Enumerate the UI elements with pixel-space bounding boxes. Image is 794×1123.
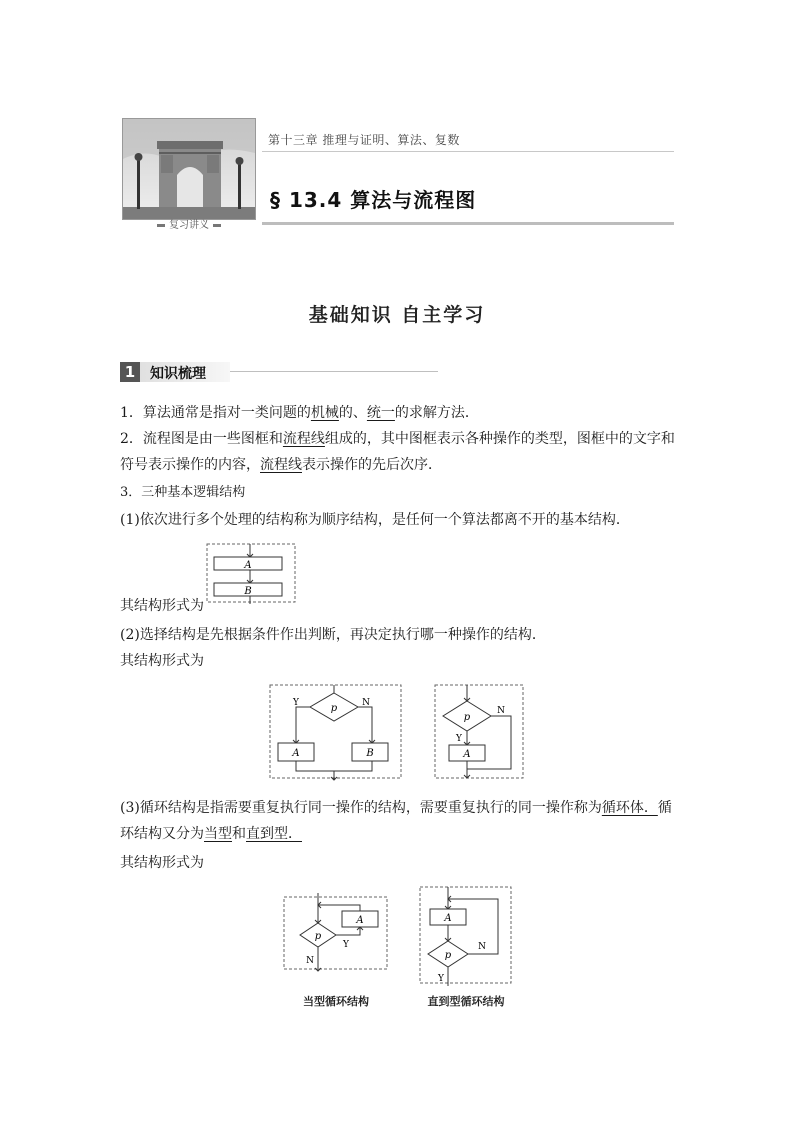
item-1-blank-2: 统一: [366, 405, 395, 421]
structure-3-line-1: [120, 796, 672, 820]
selection-1-yes: Y: [293, 698, 299, 708]
structure-3-text-mid: 和: [232, 826, 246, 842]
structure-3-blank-1: 循环体．: [601, 800, 658, 816]
item-2-text-mid: 组成的，其中图框表示各种操作的类型，图框中的文字和: [324, 431, 675, 447]
structure-3-text-end: 循: [657, 800, 672, 816]
item-1-text-end: 的求解方法．: [394, 405, 479, 421]
item-2-text-2: 符号表示操作的内容，: [120, 457, 260, 473]
structure-1-text: (1)依次进行多个处理的结构称为顺序结构，是任何一个算法都离不开的基本结构．: [120, 512, 630, 528]
until-loop-no: N: [478, 942, 486, 952]
knowledge-section-title: 知识梳理: [150, 366, 206, 382]
selection-2-no: N: [497, 706, 505, 716]
section-title: § 13.4 算法与流程图: [270, 188, 477, 212]
selection-2-frame: [435, 685, 523, 778]
until-loop-cond: p: [444, 950, 452, 961]
chapter-title: 第十三章 推理与证明、算法、复数: [268, 133, 460, 147]
selection-structure-diagram-1: [268, 683, 404, 781]
item-2-text: 2．流程图是由一些图框和: [120, 431, 283, 447]
structure-3-line-2: [120, 822, 302, 846]
item-2-line-1: [120, 427, 675, 451]
item-2-blank-2: 流程线: [260, 457, 302, 473]
sequence-structure-diagram: [206, 543, 298, 605]
photo-caption-text: 复习讲义: [169, 220, 209, 231]
while-loop-yes: Y: [343, 940, 349, 950]
selection-1-label-b: B: [366, 748, 374, 759]
structure-3-form: 其结构形式为: [120, 855, 204, 871]
structure-3-text-2: 环结构又分为: [120, 826, 204, 842]
item-2-blank-1: 流程线: [282, 431, 325, 447]
while-loop-label-a: A: [356, 915, 364, 926]
arc-de-triomphe-image: [123, 119, 255, 219]
selection-2-cond: p: [463, 712, 471, 723]
while-loop-caption: 当型循环结构: [303, 995, 369, 1008]
structure-3-text: (3)循环结构是指需要重复执行同一操作的结构，需要重复执行的同一操作称为: [120, 800, 602, 816]
while-loop-cond: p: [314, 931, 322, 942]
header-photo-arc: [122, 118, 256, 220]
item-2-line-2: [120, 453, 442, 477]
structure-1-form: 其结构形式为: [120, 598, 204, 614]
item-1-blank-1: 机械: [310, 405, 339, 421]
selection-1-label-a: A: [292, 748, 300, 759]
structure-3-blank-3: 直到型．: [246, 826, 302, 842]
structure-2-form: 其结构形式为: [120, 653, 204, 669]
while-loop-diagram: [282, 893, 390, 973]
part-title: 基础知识 自主学习: [308, 304, 486, 326]
until-loop-caption: 直到型循环结构: [427, 995, 505, 1008]
while-loop-no: N: [306, 956, 314, 966]
sequence-label-a: A: [244, 560, 252, 571]
chapter-divider: [262, 151, 674, 152]
item-1-text: 1．算法通常是指对一类问题的: [120, 405, 311, 421]
selection-1-cond: p: [330, 703, 338, 714]
while-loop-frame: [284, 897, 387, 969]
item-2-text-end: 表示操作的先后次序．: [302, 457, 442, 473]
selection-2-label-a: A: [463, 749, 471, 760]
structure-2-text: (2)选择结构是先根据条件作出判断，再决定执行哪一种操作的结构．: [120, 627, 546, 643]
until-loop-label-a: A: [444, 913, 452, 924]
photo-caption: [122, 219, 256, 233]
item-3: 3．三种基本逻辑结构: [120, 485, 246, 500]
item-1-text-mid: 的、: [338, 405, 367, 421]
selection-structure-diagram-2: [433, 683, 525, 781]
section-badge: 1: [120, 362, 140, 382]
until-loop-yes: Y: [438, 974, 444, 984]
section-divider: [262, 222, 674, 225]
until-loop-frame: [420, 887, 511, 983]
item-1: [120, 401, 479, 425]
until-loop-diagram: [418, 885, 514, 987]
knowledge-divider: [230, 371, 438, 372]
structure-3-blank-2: 当型: [204, 826, 232, 842]
selection-1-no: N: [362, 698, 370, 708]
sequence-label-b: B: [244, 586, 252, 597]
selection-2-yes: Y: [456, 734, 462, 744]
